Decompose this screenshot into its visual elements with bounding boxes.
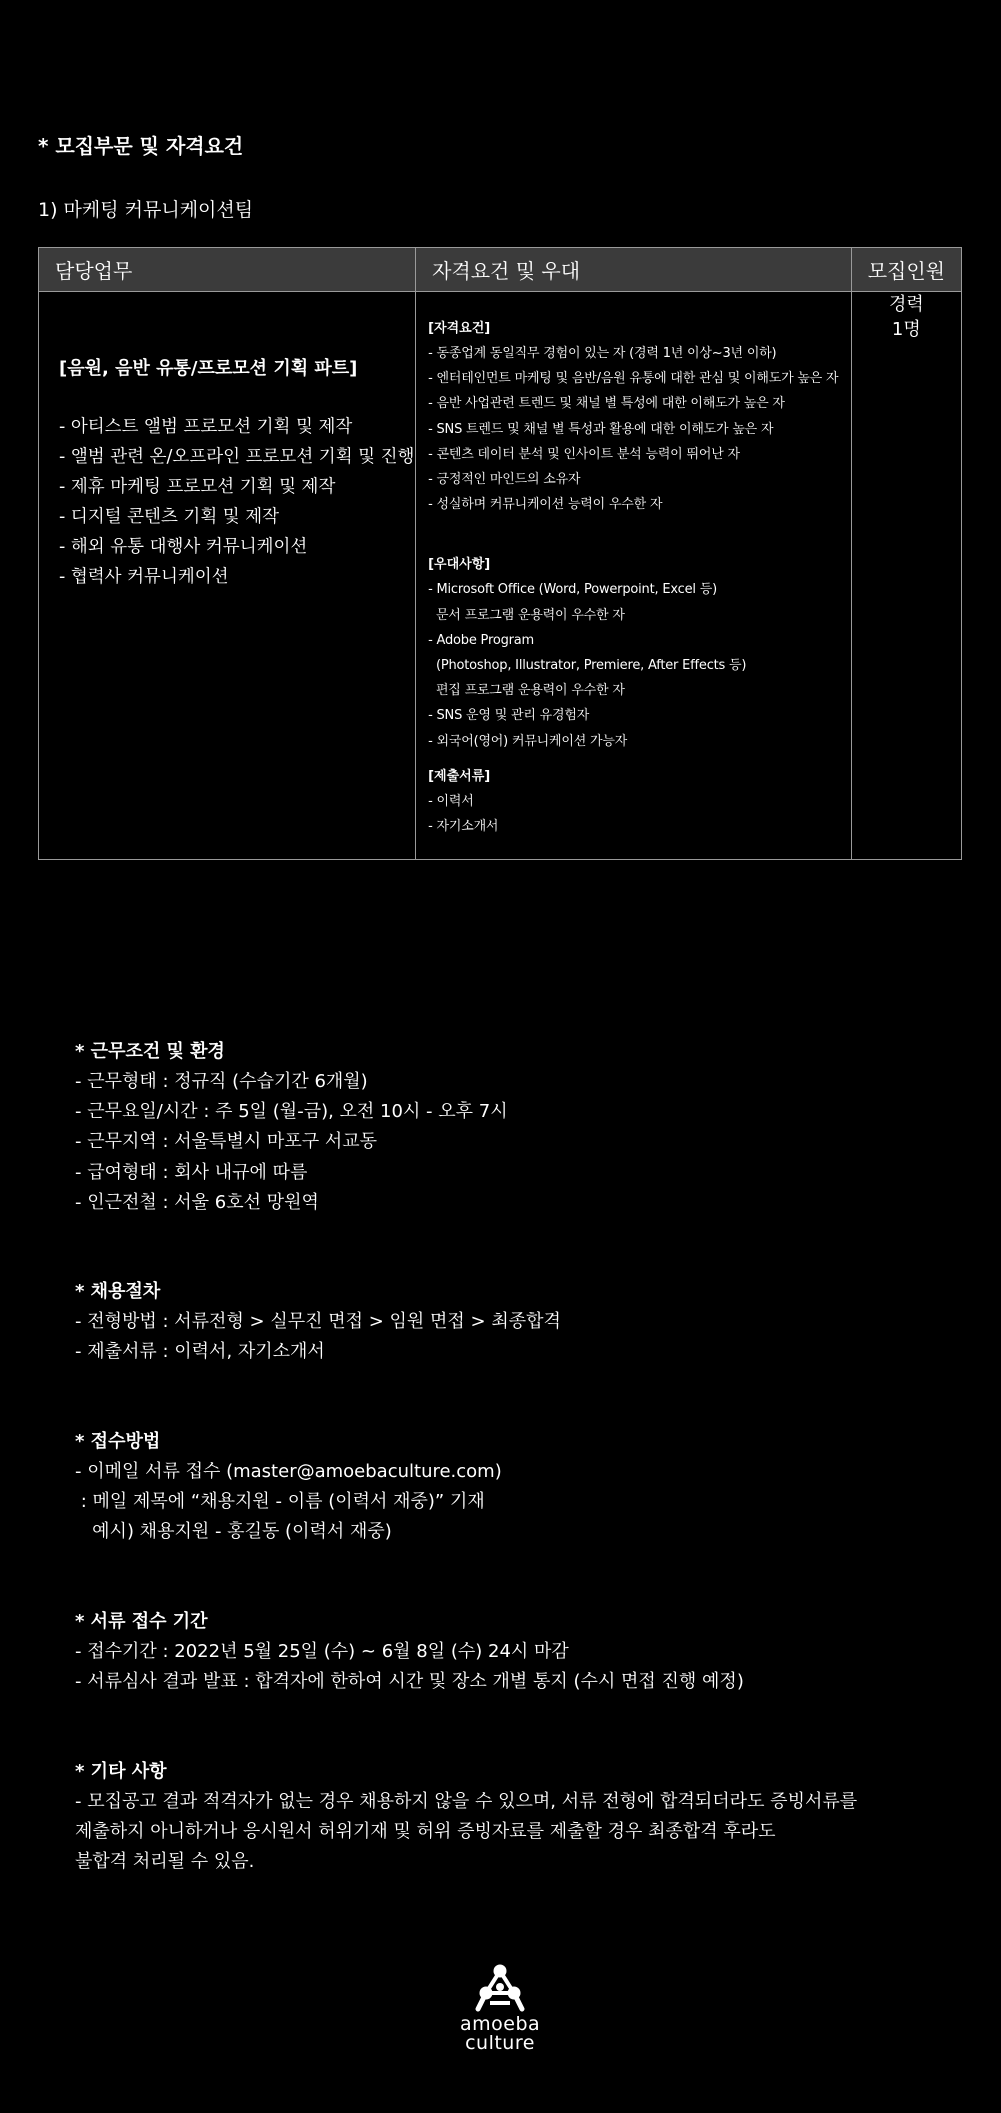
required-heading: [자격요건]	[428, 321, 491, 336]
conditions-line: - 근무요일/시간 : 주 5일 (월-금), 오전 10시 - 오후 7시	[75, 1101, 508, 1123]
etc-line: - 모집공고 결과 적격자가 없는 경우 채용하지 않을 수 있으며, 서류 전형에 합격되더라도 증빙서류를	[75, 1791, 858, 1812]
required-item: - 콘텐츠 데이터 분석 및 인사이트 분석 능력이 뛰어난 자	[428, 446, 740, 462]
application-title: * 접수방법	[75, 1431, 161, 1452]
spacer	[428, 517, 843, 552]
conditions-line: - 인근전철 : 서울 6호선 망원역	[75, 1191, 319, 1213]
period-line: - 접수기간 : 2022년 5월 25일 (수) ~ 6월 8일 (수) 24시 마감	[75, 1641, 569, 1662]
period-line: - 서류심사 결과 발표 : 합격자에 한하여 시간 및 장소 개별 통지 (수시 면접 진행 예정)	[75, 1671, 744, 1693]
conditions-section	[75, 1037, 508, 1218]
period-title: * 서류 접수 기간	[75, 1611, 208, 1632]
conditions-title: * 근무조건 및 환경	[75, 1041, 225, 1062]
process-line: - 제출서류 : 이력서, 자기소개서	[75, 1341, 325, 1363]
column-header-headcount: 모집인원	[851, 248, 961, 292]
document-item: - 이력서	[428, 793, 474, 809]
conditions-line: - 근무지역 : 서울특별시 마포구 서교동	[75, 1131, 377, 1153]
application-section	[75, 1427, 502, 1548]
duty-part-title: [음원, 음반 유통/프로모션 기획 파트]	[59, 358, 358, 379]
duty-item: - 디지털 콘텐츠 기획 및 제작	[59, 507, 280, 527]
duty-item: - 해외 유통 대행사 커뮤니케이션	[59, 537, 308, 557]
duty-item: - 아티스트 앨범 프로모션 기획 및 제작	[59, 417, 353, 437]
period-section	[75, 1607, 744, 1697]
etc-line: 제출하지 아니하거나 응시원서 허위기재 및 허위 증빙자료를 제출할 경우 최종합격 후라도	[75, 1821, 776, 1843]
column-header-qualifications: 자격요건 및 우대	[416, 248, 852, 292]
process-section	[75, 1277, 561, 1367]
document-item: - 자기소개서	[428, 819, 499, 835]
logo-text-line1: amoeba	[460, 2013, 541, 2035]
application-line: : 메일 제목에 “채용지원 - 이름 (이력서 재중)” 기재	[75, 1491, 485, 1513]
qualifications-cell	[416, 292, 852, 860]
column-header-duties: 담당업무	[39, 248, 416, 292]
required-item: - SNS 트렌드 및 채널 별 특성과 활용에 대한 이해도가 높은 자	[428, 421, 774, 437]
headcount-number: 1명	[891, 319, 921, 340]
logo-text-line2: culture	[465, 2032, 535, 2054]
required-item: - 음반 사업관련 트렌드 및 채널 별 특성에 대한 이해도가 높은 자	[428, 396, 785, 412]
process-line: - 전형방법 : 서류전형 > 실무진 면접 > 임원 면접 > 최종합격	[75, 1311, 561, 1332]
recruitment-table	[38, 247, 962, 860]
headcount-type: 경력	[888, 294, 924, 315]
duty-item: - 앨범 관련 온/오프라인 프로모션 기획 및 진행	[59, 447, 415, 467]
team-title: 1) 마케팅 커뮤니케이션팀	[38, 199, 254, 221]
recruitment-heading: * 모집부문 및 자격요건	[38, 134, 244, 158]
required-item: - 긍정적인 마인드의 소유자	[428, 472, 581, 488]
application-line: 예시) 채용지원 - 홍길동 (이력서 재중)	[75, 1521, 392, 1543]
required-item: - 엔터테인먼트 마케팅 및 음반/음원 유통에 대한 관심 및 이해도가 높은 자	[428, 371, 839, 387]
required-item: - 성실하며 커뮤니케이션 능력이 우수한 자	[428, 497, 663, 513]
preferred-heading: [우대사항]	[428, 557, 491, 573]
conditions-line: - 근무형태 : 정규직 (수습기간 6개월)	[75, 1071, 368, 1092]
preferred-item: 문서 프로그램 운용력이 우수한 자	[428, 607, 625, 623]
preferred-item: - Adobe Program	[428, 632, 535, 648]
duty-item: - 협력사 커뮤니케이션	[59, 567, 229, 587]
spacer	[428, 754, 843, 764]
preferred-item: - SNS 운영 및 관리 유경험자	[428, 708, 590, 724]
amoeba-culture-logo-icon	[474, 1963, 526, 2015]
preferred-item: 편집 프로그램 운용력이 우수한 자	[428, 683, 625, 699]
application-line: - 이메일 서류 접수 (master@amoebaculture.com)	[75, 1461, 502, 1482]
preferred-item: - Microsoft Office (Word, Powerpoint, Excel 등)	[428, 582, 717, 598]
amoeba-culture-logo	[460, 1963, 540, 2063]
duty-item: - 제휴 마케팅 프로모션 기획 및 제작	[59, 477, 336, 497]
preferred-item: - 외국어(영어) 커뮤니케이션 가능자	[428, 733, 628, 749]
required-item: - 동종업계 동일직무 경험이 있는 자 (경력 1년 이상~3년 이하)	[428, 346, 777, 361]
table-header-row	[39, 248, 962, 292]
etc-section	[75, 1757, 857, 1878]
etc-line: 불합격 처리될 수 있음.	[75, 1851, 255, 1873]
table-row	[39, 292, 962, 860]
process-title: * 채용절차	[75, 1281, 161, 1302]
duties-cell	[39, 292, 416, 860]
conditions-line: - 급여형태 : 회사 내규에 따름	[75, 1161, 308, 1183]
headcount-cell	[851, 292, 961, 860]
etc-title: * 기타 사항	[75, 1761, 167, 1782]
documents-heading: [제출서류]	[428, 768, 491, 784]
preferred-item: (Photoshop, Illustrator, Premiere, After Effects 등)	[428, 658, 747, 674]
